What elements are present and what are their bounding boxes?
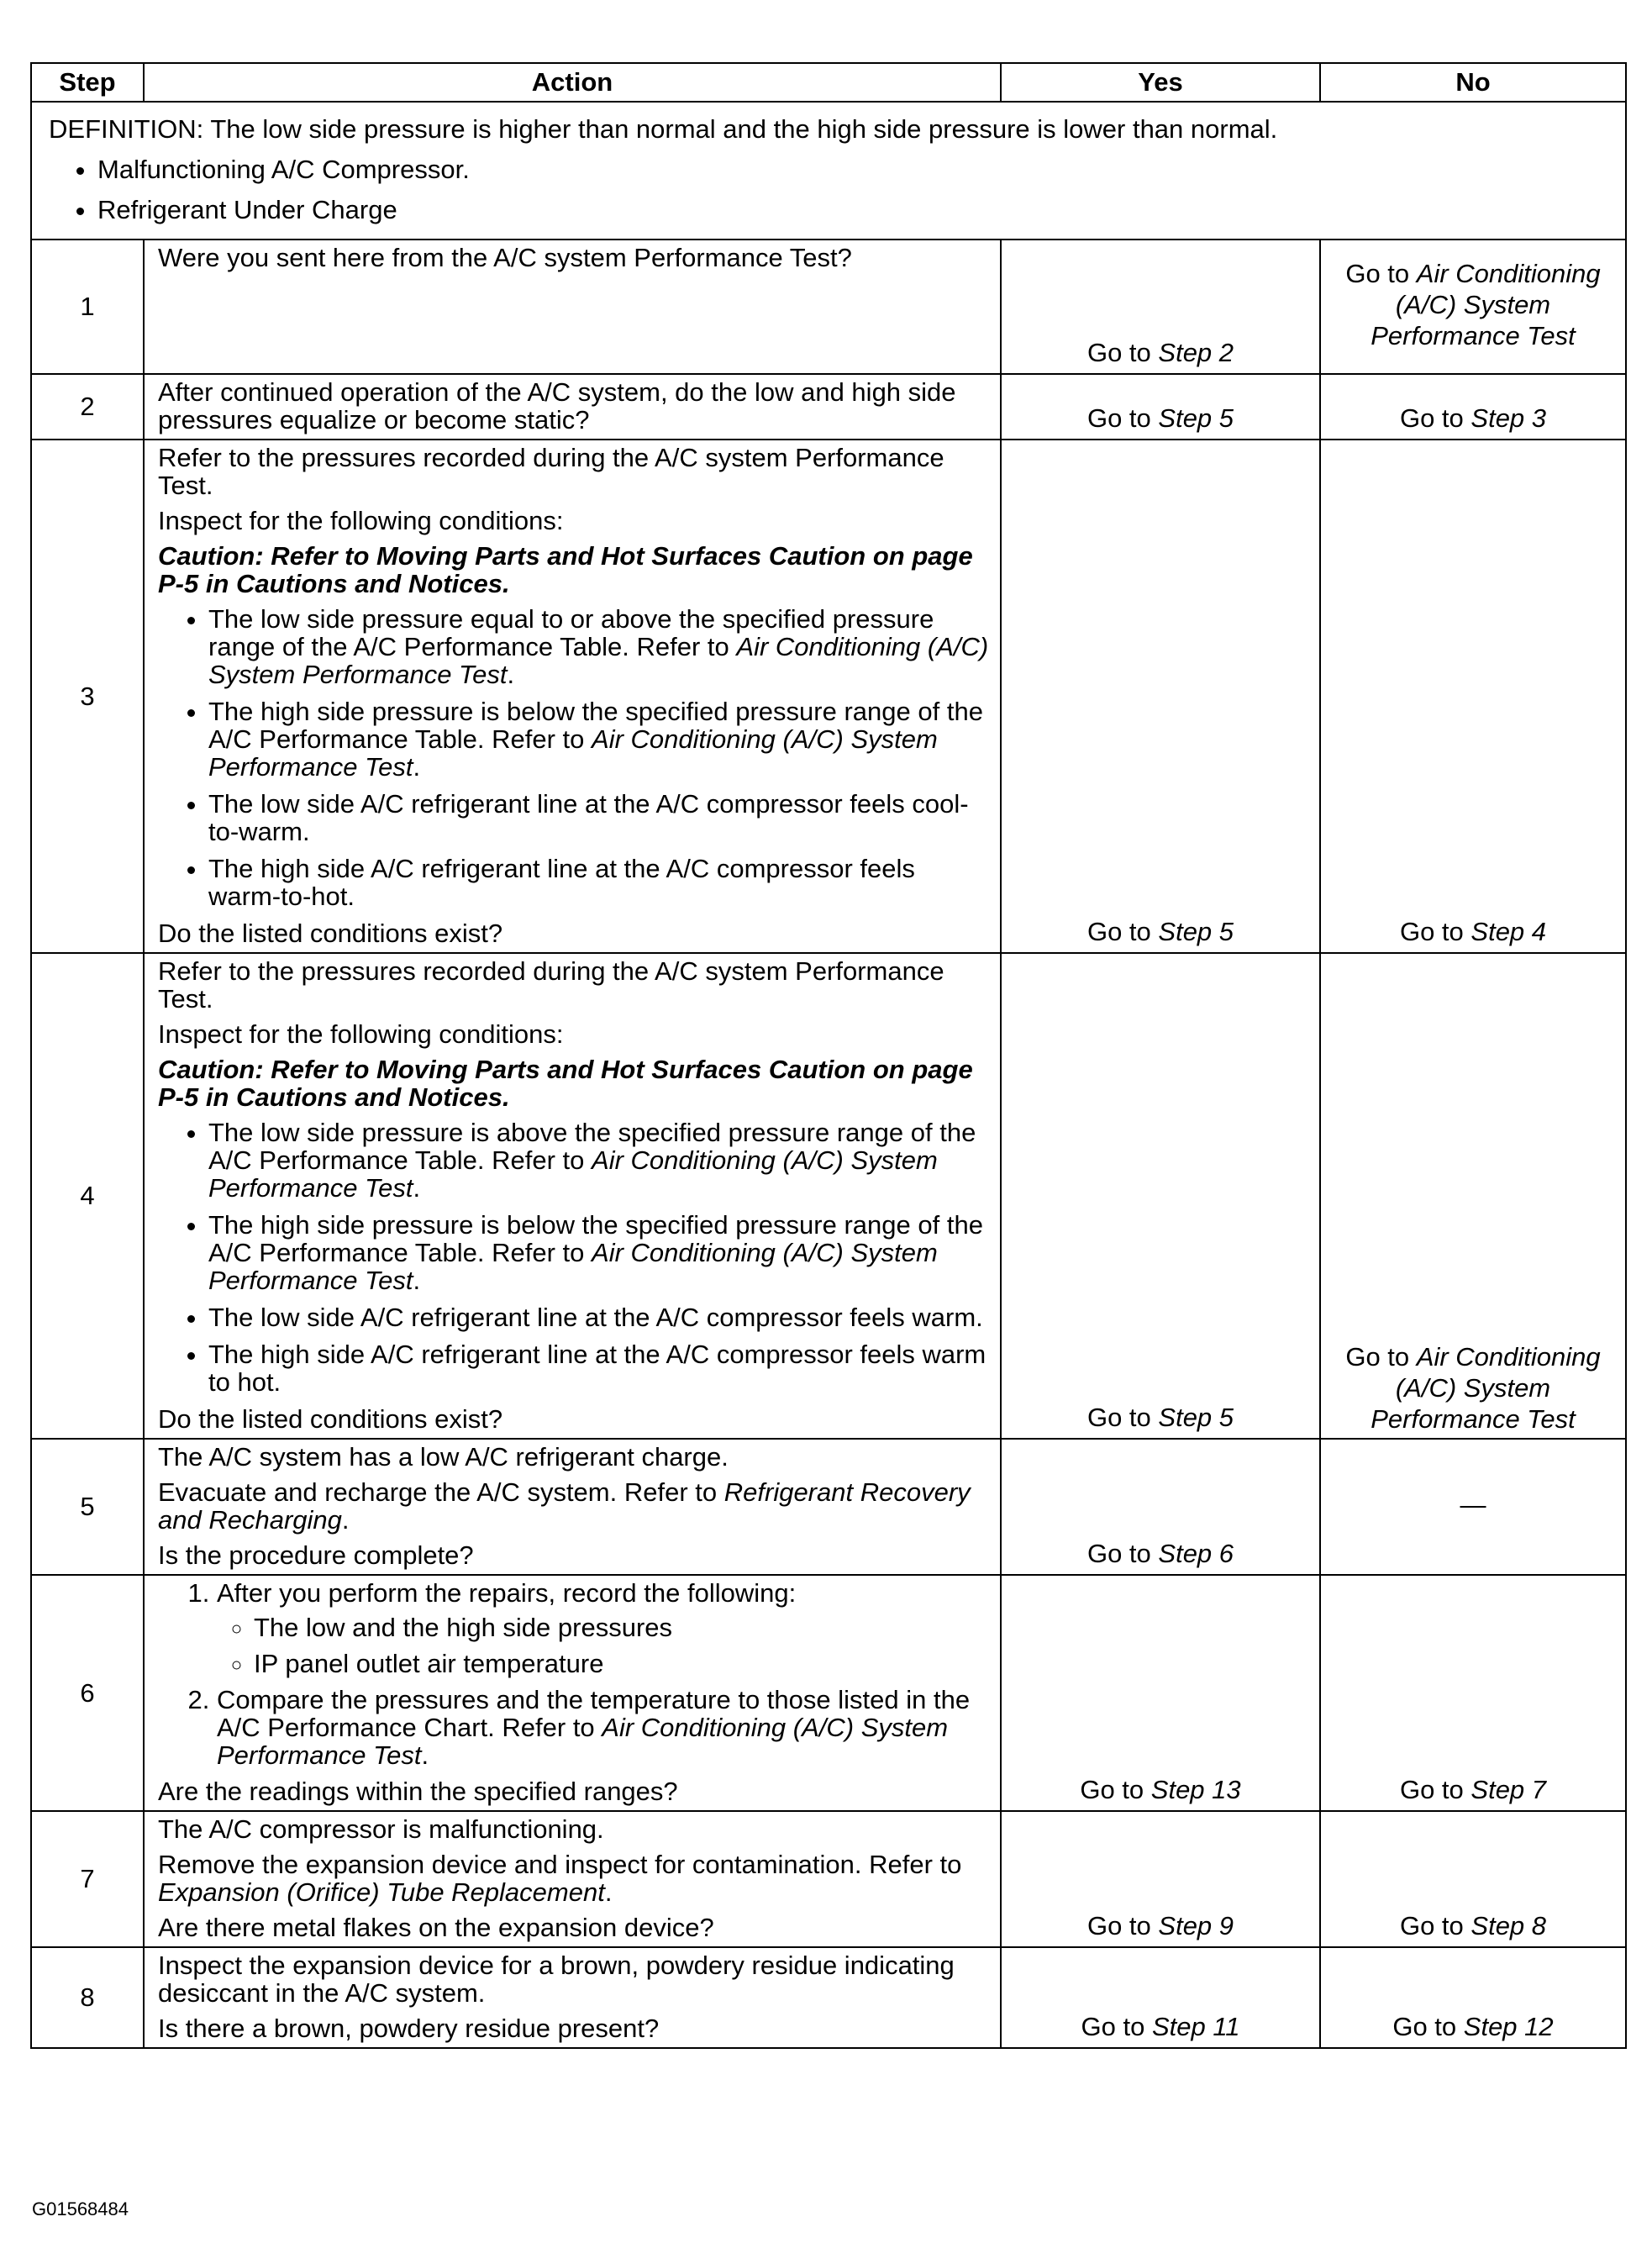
step-action bbox=[144, 240, 1001, 374]
definition-cell bbox=[31, 102, 1626, 240]
action-question: After continued operation of the A/C system, do the low and high side pressures equalize or become static? bbox=[158, 377, 956, 434]
no-cell bbox=[1320, 374, 1626, 440]
go-to-text: Go to bbox=[1086, 338, 1151, 367]
step-action bbox=[144, 374, 1001, 440]
definition-text: DEFINITION: The low side pressure is higher than normal and the high side pressure is lower than normal. bbox=[49, 114, 1278, 144]
record-list bbox=[217, 1614, 990, 1677]
action-text: The A/C compressor is malfunctioning. bbox=[158, 1814, 604, 1844]
condition-item: • The low side pressure is above the specified pressure range of the A/C Performance Table. Refer to Air Conditioning (A/C) System Performance Test. bbox=[208, 1119, 990, 1202]
step-link[interactable]: Step 3 bbox=[1470, 403, 1547, 433]
step-link[interactable]: Step 5 bbox=[1158, 403, 1234, 433]
table-row bbox=[31, 440, 1626, 953]
condition-list bbox=[158, 605, 990, 910]
action-text: Refer to the pressures recorded during the A/C system Performance Test. bbox=[158, 956, 944, 1014]
yes-cell bbox=[1001, 440, 1320, 953]
table-row bbox=[31, 240, 1626, 374]
condition-item: • The high side pressure is below the specified pressure range of the A/C Performance Table. Refer to Air Conditioning (A/C) System Performance Test. bbox=[208, 698, 990, 781]
action-question: Is the procedure complete? bbox=[158, 1540, 474, 1570]
reference-link[interactable]: Air Conditioning (A/C) System Performance Test bbox=[1371, 1342, 1601, 1434]
step-action bbox=[144, 1811, 1001, 1947]
go-to-text: Go to bbox=[1086, 1911, 1151, 1940]
action-question: Are there metal flakes on the expansion device? bbox=[158, 1913, 714, 1942]
yes-cell bbox=[1001, 374, 1320, 440]
reference-link[interactable]: Air Conditioning (A/C) System Performance Test bbox=[208, 1238, 938, 1295]
procedure-text: After you perform the repairs, record the following: bbox=[217, 1578, 797, 1608]
table-row bbox=[31, 1811, 1626, 1947]
step-number: 4 bbox=[31, 953, 144, 1439]
step-link[interactable]: Step 7 bbox=[1470, 1775, 1547, 1804]
step-number: 6 bbox=[31, 1575, 144, 1811]
condition-item: • The high side A/C refrigerant line at the A/C compressor feels warm-to-hot. bbox=[208, 855, 990, 910]
action-question: Do the listed conditions exist? bbox=[158, 919, 503, 948]
table-row bbox=[31, 1947, 1626, 2048]
step-link[interactable]: Step 8 bbox=[1470, 1911, 1547, 1940]
reference-link[interactable]: Air Conditioning (A/C) System Performance Test bbox=[208, 632, 989, 689]
action-text: Remove the expansion device and inspect for contamination. Refer to Expansion (Orifice) Tube Replacement. bbox=[158, 1850, 962, 1907]
table-row bbox=[31, 374, 1626, 440]
go-to-text: Go to bbox=[1399, 917, 1464, 946]
reference-link[interactable]: Expansion (Orifice) Tube Replacement bbox=[158, 1877, 605, 1907]
step-link[interactable]: Step 6 bbox=[1158, 1539, 1234, 1568]
table-row bbox=[31, 1575, 1626, 1811]
action-text: Inspect the expansion device for a brown, powdery residue indicating desiccant in the A/C system. bbox=[158, 1951, 955, 2008]
procedure-text: Compare the pressures and the temperature to those listed in the A/C Performance Chart. Refer to bbox=[217, 1685, 971, 1742]
action-text: Refer to the pressures recorded during the A/C system Performance Test. bbox=[158, 443, 944, 500]
table-row bbox=[31, 953, 1626, 1439]
step-link[interactable]: Step 9 bbox=[1158, 1911, 1234, 1940]
reference-link[interactable]: Air Conditioning (A/C) System Performance Test bbox=[208, 1145, 938, 1203]
cause-item: • Malfunctioning A/C Compressor. bbox=[97, 150, 1617, 190]
no-cell bbox=[1320, 953, 1626, 1439]
no-dash: — bbox=[1460, 1489, 1486, 1519]
condition-item: • The low side A/C refrigerant line at the A/C compressor feels cool-to-warm. bbox=[208, 790, 990, 845]
action-text: The A/C system has a low A/C refrigerant charge. bbox=[158, 1442, 729, 1472]
no-cell bbox=[1320, 240, 1626, 374]
diagnostic-document bbox=[30, 62, 1625, 2049]
go-to-text: Go to bbox=[1080, 1775, 1144, 1804]
step-action bbox=[144, 1947, 1001, 2048]
no-cell bbox=[1320, 1947, 1626, 2048]
step-link[interactable]: Step 2 bbox=[1158, 338, 1234, 367]
no-cell bbox=[1320, 440, 1626, 953]
header-no: No bbox=[1320, 63, 1626, 102]
action-text: Inspect for the following conditions: bbox=[158, 506, 564, 535]
yes-cell bbox=[1001, 1575, 1320, 1811]
step-number: 8 bbox=[31, 1947, 144, 2048]
go-to-text: Go to bbox=[1345, 1342, 1410, 1372]
step-number: 7 bbox=[31, 1811, 144, 1947]
step-action bbox=[144, 1439, 1001, 1575]
condition-item: • The low side A/C refrigerant line at the A/C compressor feels warm. bbox=[208, 1303, 990, 1331]
record-item: ◦ IP panel outlet air temperature bbox=[254, 1650, 990, 1677]
reference-link[interactable]: Air Conditioning (A/C) System Performance Test bbox=[1371, 258, 1601, 350]
table-row bbox=[31, 1439, 1626, 1575]
condition-text: of the A/C Performance Table. Refer to bbox=[208, 697, 983, 754]
no-cell bbox=[1320, 1811, 1626, 1947]
caution-text: Caution: Refer to Moving Parts and Hot Surfaces Caution on page P-5 in Cautions and Notices. bbox=[158, 541, 973, 598]
step-number: 1 bbox=[31, 240, 144, 374]
go-to-text: Go to bbox=[1086, 1539, 1151, 1568]
action-question: Are the readings within the specified ranges? bbox=[158, 1777, 678, 1806]
step-action bbox=[144, 953, 1001, 1439]
action-text: Inspect for the following conditions: bbox=[158, 1019, 564, 1049]
header-step: Step bbox=[31, 63, 144, 102]
header-action: Action bbox=[144, 63, 1001, 102]
step-link[interactable]: Step 12 bbox=[1463, 2012, 1554, 2041]
step-action bbox=[144, 1575, 1001, 1811]
condition-text: The high side pressure is below the specified pressure range bbox=[208, 697, 911, 726]
go-to-text: Go to bbox=[1345, 258, 1410, 288]
action-question: Were you sent here from the A/C system Performance Test? bbox=[158, 243, 852, 272]
step-link[interactable]: Step 5 bbox=[1158, 917, 1234, 946]
action-question: Do the listed conditions exist? bbox=[158, 1404, 503, 1434]
step-link[interactable]: Step 4 bbox=[1470, 917, 1547, 946]
action-text-part: Remove the expansion device and inspect for contamination. Refer to bbox=[158, 1850, 962, 1879]
yes-cell bbox=[1001, 1439, 1320, 1575]
condition-text: The high side pressure is below the specified pressure range bbox=[208, 1210, 911, 1240]
condition-text: The low side pressure equal to or above the specified pressure range of the A/C Performance Table. Refer to bbox=[208, 604, 934, 661]
go-to-text: Go to bbox=[1086, 403, 1151, 433]
action-text-part: Evacuate and recharge the A/C system. Refer to bbox=[158, 1477, 718, 1507]
step-link[interactable]: Step 13 bbox=[1150, 1775, 1241, 1804]
reference-link[interactable]: Refrigerant Recovery and Recharging bbox=[158, 1477, 971, 1535]
caution-text: Caution: Refer to Moving Parts and Hot Surfaces Caution on page P-5 in Cautions and Notices. bbox=[158, 1055, 973, 1112]
go-to-text: Go to bbox=[1081, 2012, 1145, 2041]
condition-item: • The low side pressure equal to or above the specified pressure range of the A/C Performance Table. Refer to Air Conditioning (A/C) System Performance Test. bbox=[208, 605, 990, 688]
go-to-text: Go to bbox=[1086, 917, 1151, 946]
cause-item: • Refrigerant Under Charge bbox=[97, 190, 1617, 230]
record-item: ◦ The low and the high side pressures bbox=[254, 1614, 990, 1641]
reference-link[interactable]: Air Conditioning (A/C) System Performance Test bbox=[217, 1713, 949, 1770]
yes-cell bbox=[1001, 240, 1320, 374]
go-to-text: Go to bbox=[1399, 1775, 1464, 1804]
definition-row bbox=[31, 102, 1626, 240]
condition-text: The low side pressure is above the specified pressure range bbox=[208, 1118, 904, 1147]
step-number: 3 bbox=[31, 440, 144, 953]
condition-list bbox=[158, 1119, 990, 1396]
action-question: Is there a brown, powdery residue present? bbox=[158, 2014, 660, 2043]
step-number: 5 bbox=[31, 1439, 144, 1575]
yes-cell bbox=[1001, 1947, 1320, 2048]
condition-text: of the A/C Performance Table. Refer to bbox=[208, 1210, 983, 1267]
step-link[interactable]: Step 11 bbox=[1151, 2012, 1240, 2041]
go-to-text: Go to bbox=[1399, 1911, 1464, 1940]
condition-item: • The high side A/C refrigerant line at the A/C compressor feels warm to hot. bbox=[208, 1340, 990, 1396]
condition-text: of the A/C Performance Table. Refer to bbox=[208, 1118, 976, 1175]
go-to-text: Go to bbox=[1086, 1403, 1151, 1432]
step-number: 2 bbox=[31, 374, 144, 440]
procedure-item bbox=[217, 1579, 990, 1677]
action-text: Evacuate and recharge the A/C system. Refer to Refrigerant Recovery and Recharging. bbox=[158, 1477, 971, 1535]
cause-list bbox=[49, 150, 1617, 230]
yes-cell bbox=[1001, 1811, 1320, 1947]
reference-link[interactable]: Air Conditioning (A/C) System Performance Test bbox=[208, 724, 938, 782]
step-link[interactable]: Step 5 bbox=[1158, 1403, 1234, 1432]
step-action bbox=[144, 440, 1001, 953]
yes-cell bbox=[1001, 953, 1320, 1439]
procedure-list bbox=[158, 1579, 990, 1769]
no-cell bbox=[1320, 1575, 1626, 1811]
go-to-text: Go to bbox=[1399, 403, 1464, 433]
header-row bbox=[31, 63, 1626, 102]
diagnostic-table bbox=[30, 62, 1627, 2049]
condition-item: • The high side pressure is below the specified pressure range of the A/C Performance Table. Refer to Air Conditioning (A/C) System Performance Test. bbox=[208, 1211, 990, 1294]
no-cell bbox=[1320, 1439, 1626, 1575]
header-yes: Yes bbox=[1001, 63, 1320, 102]
procedure-item: 2. Compare the pressures and the temperature to those listed in the A/C Performance Chart. Refer to Air Conditioning (A/C) System Performance Test. bbox=[217, 1686, 990, 1769]
go-to-text: Go to bbox=[1392, 2012, 1457, 2041]
figure-code: G01568484 bbox=[32, 2198, 129, 2219]
